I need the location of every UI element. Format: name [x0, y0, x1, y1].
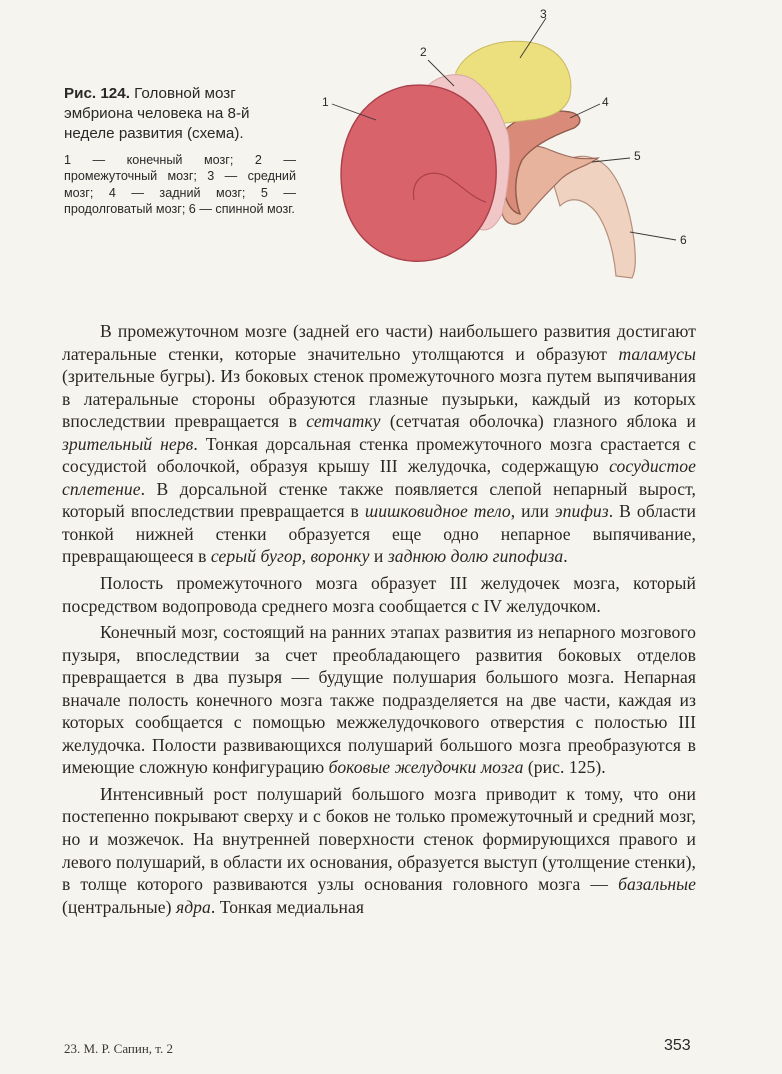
callout-6: 6	[680, 233, 687, 247]
text-run: В промежуточном мозге (задней его части) наибольшего развития достигают латеральные стенки, которые значительно утолщаются и образуют	[62, 321, 696, 364]
italic-term: серый бугор, воронку	[210, 546, 370, 567]
italic-term: базальные	[618, 874, 696, 895]
body-paragraph	[62, 621, 696, 779]
body-paragraph	[62, 320, 696, 568]
text-run: . Тонкая медиальная	[210, 896, 364, 917]
body-paragraph	[62, 572, 696, 617]
italic-term: заднюю долю гипофиза	[387, 546, 564, 567]
italic-term: зрительный нерв	[62, 433, 194, 454]
callout-5: 5	[634, 149, 641, 163]
text-run: (зрительные бугры). Из боковых стенок промежуточного мозга путем выпячивания в латеральные стороны образуются глазные пузырьки, каждый из которых впоследствии превращается в	[62, 366, 696, 432]
text-run: . В области тонкой нижней стенки образуется еще одно непарное выпячивание, превращающееся в	[62, 501, 697, 567]
body-paragraph	[62, 783, 696, 918]
italic-term: эпифиз	[554, 501, 609, 522]
text-run: .	[563, 546, 568, 567]
figure-legend: 1 — конечный мозг; 2 — промежуточный мозг; 3 — средний мозг; 4 — задний мозг; 5 — продолговатый мозг; 6 — спинной мозг.	[64, 153, 296, 216]
text-run: и	[369, 546, 388, 567]
figure-title: Головной мозг эмбриона человека на 8-й неделе развития (схема).	[64, 85, 250, 142]
text-run: . В дорсальной стенке также появляется слепой непарный вырост, который впоследствии превращается в	[62, 478, 696, 522]
body-text	[62, 320, 696, 918]
signature-mark: 23. М. Р. Сапин, т. 2	[64, 1041, 174, 1056]
italic-term: шишковидное тело	[364, 501, 511, 522]
callout-3: 3	[540, 7, 547, 21]
callout-1: 1	[322, 95, 329, 109]
text-run: , или	[510, 501, 555, 522]
text-run: Интенсивный рост полушарий большого мозга приводит к тому, что они постепенно покрывают сверху и с боков не только промежуточный и средний мозг, но и мозжечок. На внутренней поверхности стенок формирующихся правого и левого полушарий, в области их основания, образуется выступ (утолщение стенки), в толще которого развиваются узлы основания головного мозга —	[62, 783, 696, 895]
italic-term: ядра	[175, 896, 211, 917]
text-run: Конечный мозг, состоящий на ранних этапах развития из непарного мозгового пузыря, впоследствии за счет преобладающего развития боковых отделов превращается в два пузыря — будущие полушария большого мозга. Непарная вначале полость конечного мозга также подразделяется на две части, каждая из которых сообщается с помощью межжелудочкового отверстия с полостью III желудочка. Полости развивающихся полушарий большого мозга преобразуются в имеющие сложную конфигурацию	[62, 622, 696, 778]
text-run: (рис. 125).	[523, 757, 606, 778]
text-run: . Тонкая дорсальная стенка промежуточного мозга срастается с сосудистой оболочкой, образуя крышу III желудочка, содержащую	[62, 433, 696, 477]
embryo-brain-figure	[318, 0, 708, 300]
telencephalon-shape	[341, 85, 496, 261]
italic-term: сосудистое сплетение	[62, 456, 696, 499]
caption-title-line	[64, 84, 296, 144]
figure-label: Рис. 124.	[64, 85, 130, 102]
embryo-brain-illustration	[318, 0, 708, 300]
text-run: (сетчатая оболочка) глазного яблока и	[380, 411, 696, 432]
text-run: (центральные)	[62, 896, 176, 917]
callout-2: 2	[420, 45, 427, 59]
callout-4: 4	[602, 95, 609, 109]
figure-caption	[64, 84, 296, 217]
italic-term: сетчатку	[306, 411, 381, 432]
italic-term: таламусы	[618, 343, 696, 364]
text-run: Полость промежуточного мозга образует III желудочек мозга, который посредством водопровода среднего мозга сообщается с IV желудочком.	[62, 573, 696, 616]
italic-term: боковые желудочки мозга	[328, 757, 524, 778]
page-number: 353	[664, 1037, 691, 1054]
